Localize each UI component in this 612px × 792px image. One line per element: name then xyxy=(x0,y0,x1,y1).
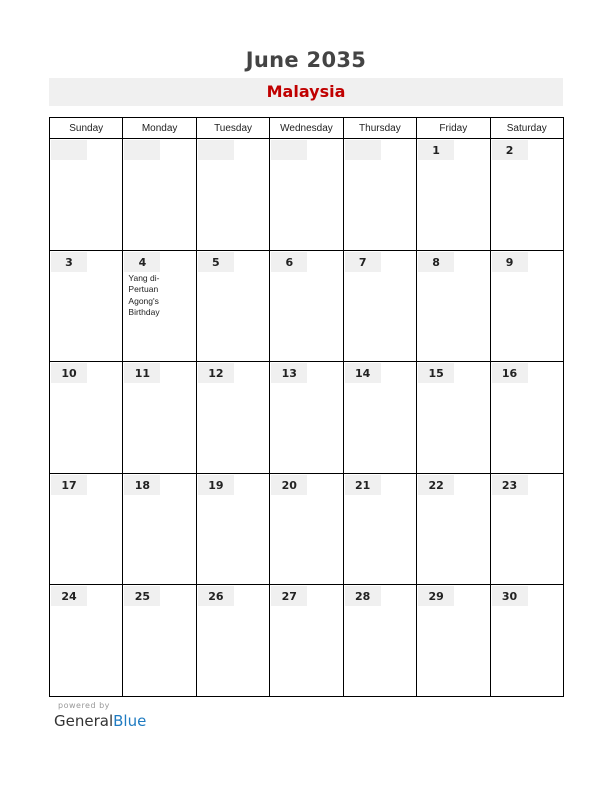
day-cell xyxy=(270,250,343,362)
holiday-label: Yang di-Pertuan Agong's Birthday xyxy=(128,272,160,318)
brand-blue-text: Blue xyxy=(113,712,147,730)
day-cell xyxy=(196,362,269,474)
day-number-box xyxy=(124,140,160,160)
day-number: 12 xyxy=(208,367,224,381)
day-number: 14 xyxy=(355,367,371,381)
day-cell xyxy=(417,473,490,585)
day-number-box xyxy=(51,140,87,160)
weekday-thursday: Thursday xyxy=(343,118,416,139)
country-banner xyxy=(49,78,563,106)
day-number: 15 xyxy=(428,367,444,381)
day-cell xyxy=(417,139,490,251)
day-cell xyxy=(50,473,123,585)
week-row xyxy=(50,585,564,697)
day-cell xyxy=(50,585,123,697)
empty-day-cell xyxy=(270,139,343,251)
day-cell xyxy=(490,250,563,362)
week-row xyxy=(50,362,564,474)
day-cell xyxy=(490,362,563,474)
weekday-header-row xyxy=(50,118,564,139)
day-cell xyxy=(196,473,269,585)
day-cell xyxy=(123,473,196,585)
day-number: 25 xyxy=(134,590,151,604)
day-number: 5 xyxy=(212,255,220,269)
day-number: 11 xyxy=(134,367,151,381)
brand-general-text: General xyxy=(54,712,114,730)
day-number: 28 xyxy=(355,590,371,604)
day-number: 21 xyxy=(355,478,371,492)
weekday-wednesday: Wednesday xyxy=(270,118,343,139)
day-number: 20 xyxy=(281,478,297,492)
weekday-friday: Friday xyxy=(417,118,490,139)
day-number: 19 xyxy=(208,478,224,492)
day-number-box xyxy=(198,140,234,160)
day-cell xyxy=(343,585,416,697)
day-cell xyxy=(270,362,343,474)
day-number-box xyxy=(271,140,307,160)
day-cell xyxy=(123,585,196,697)
day-cell xyxy=(343,362,416,474)
empty-day-cell xyxy=(196,139,269,251)
empty-day-cell xyxy=(123,139,196,251)
week-row xyxy=(50,473,564,585)
week-row xyxy=(50,139,564,251)
day-number: 1 xyxy=(432,144,440,157)
day-cell xyxy=(417,362,490,474)
day-cell xyxy=(123,362,196,474)
weekday-saturday: Saturday xyxy=(490,118,563,139)
day-number-box xyxy=(345,140,381,160)
day-number: 3 xyxy=(65,255,73,269)
day-number: 8 xyxy=(432,255,440,269)
day-cell xyxy=(490,473,563,585)
empty-day-cell xyxy=(343,139,416,251)
day-cell xyxy=(417,585,490,697)
weekday-tuesday: Tuesday xyxy=(196,118,269,139)
day-number: 7 xyxy=(358,255,367,269)
day-number: 10 xyxy=(61,367,77,381)
day-cell xyxy=(196,250,269,362)
day-cell xyxy=(270,473,343,585)
day-cell xyxy=(343,473,416,585)
day-cell xyxy=(196,585,269,697)
day-number: 9 xyxy=(505,255,514,269)
day-cell xyxy=(417,250,490,362)
day-number: 18 xyxy=(134,478,151,492)
day-number: 27 xyxy=(281,590,297,604)
generalblue-logo[interactable] xyxy=(54,712,146,730)
day-number: 22 xyxy=(428,478,444,492)
week-row xyxy=(50,250,564,362)
day-number: 13 xyxy=(281,367,297,381)
day-cell xyxy=(270,585,343,697)
day-number: 17 xyxy=(61,478,77,492)
weekday-sunday: Sunday xyxy=(50,118,123,139)
day-number: 30 xyxy=(501,590,518,604)
empty-day-cell xyxy=(50,139,123,251)
powered-by-text: powered by xyxy=(58,701,110,710)
day-number: 23 xyxy=(501,478,518,492)
day-cell xyxy=(123,250,196,362)
day-cell xyxy=(50,362,123,474)
day-number: 16 xyxy=(501,367,518,381)
calendar-grid xyxy=(49,117,564,697)
day-cell xyxy=(343,250,416,362)
day-number: 6 xyxy=(285,255,294,269)
day-cell xyxy=(490,585,563,697)
day-number: 26 xyxy=(208,590,224,604)
weekday-monday: Monday xyxy=(123,118,196,139)
country-name: Malaysia xyxy=(266,82,346,101)
page-title: June 2035 xyxy=(245,48,367,72)
day-number: 2 xyxy=(505,144,514,157)
day-number: 29 xyxy=(428,590,444,604)
day-number: 24 xyxy=(61,590,77,604)
day-cell xyxy=(490,139,563,251)
day-number: 4 xyxy=(138,255,147,269)
day-cell xyxy=(50,250,123,362)
